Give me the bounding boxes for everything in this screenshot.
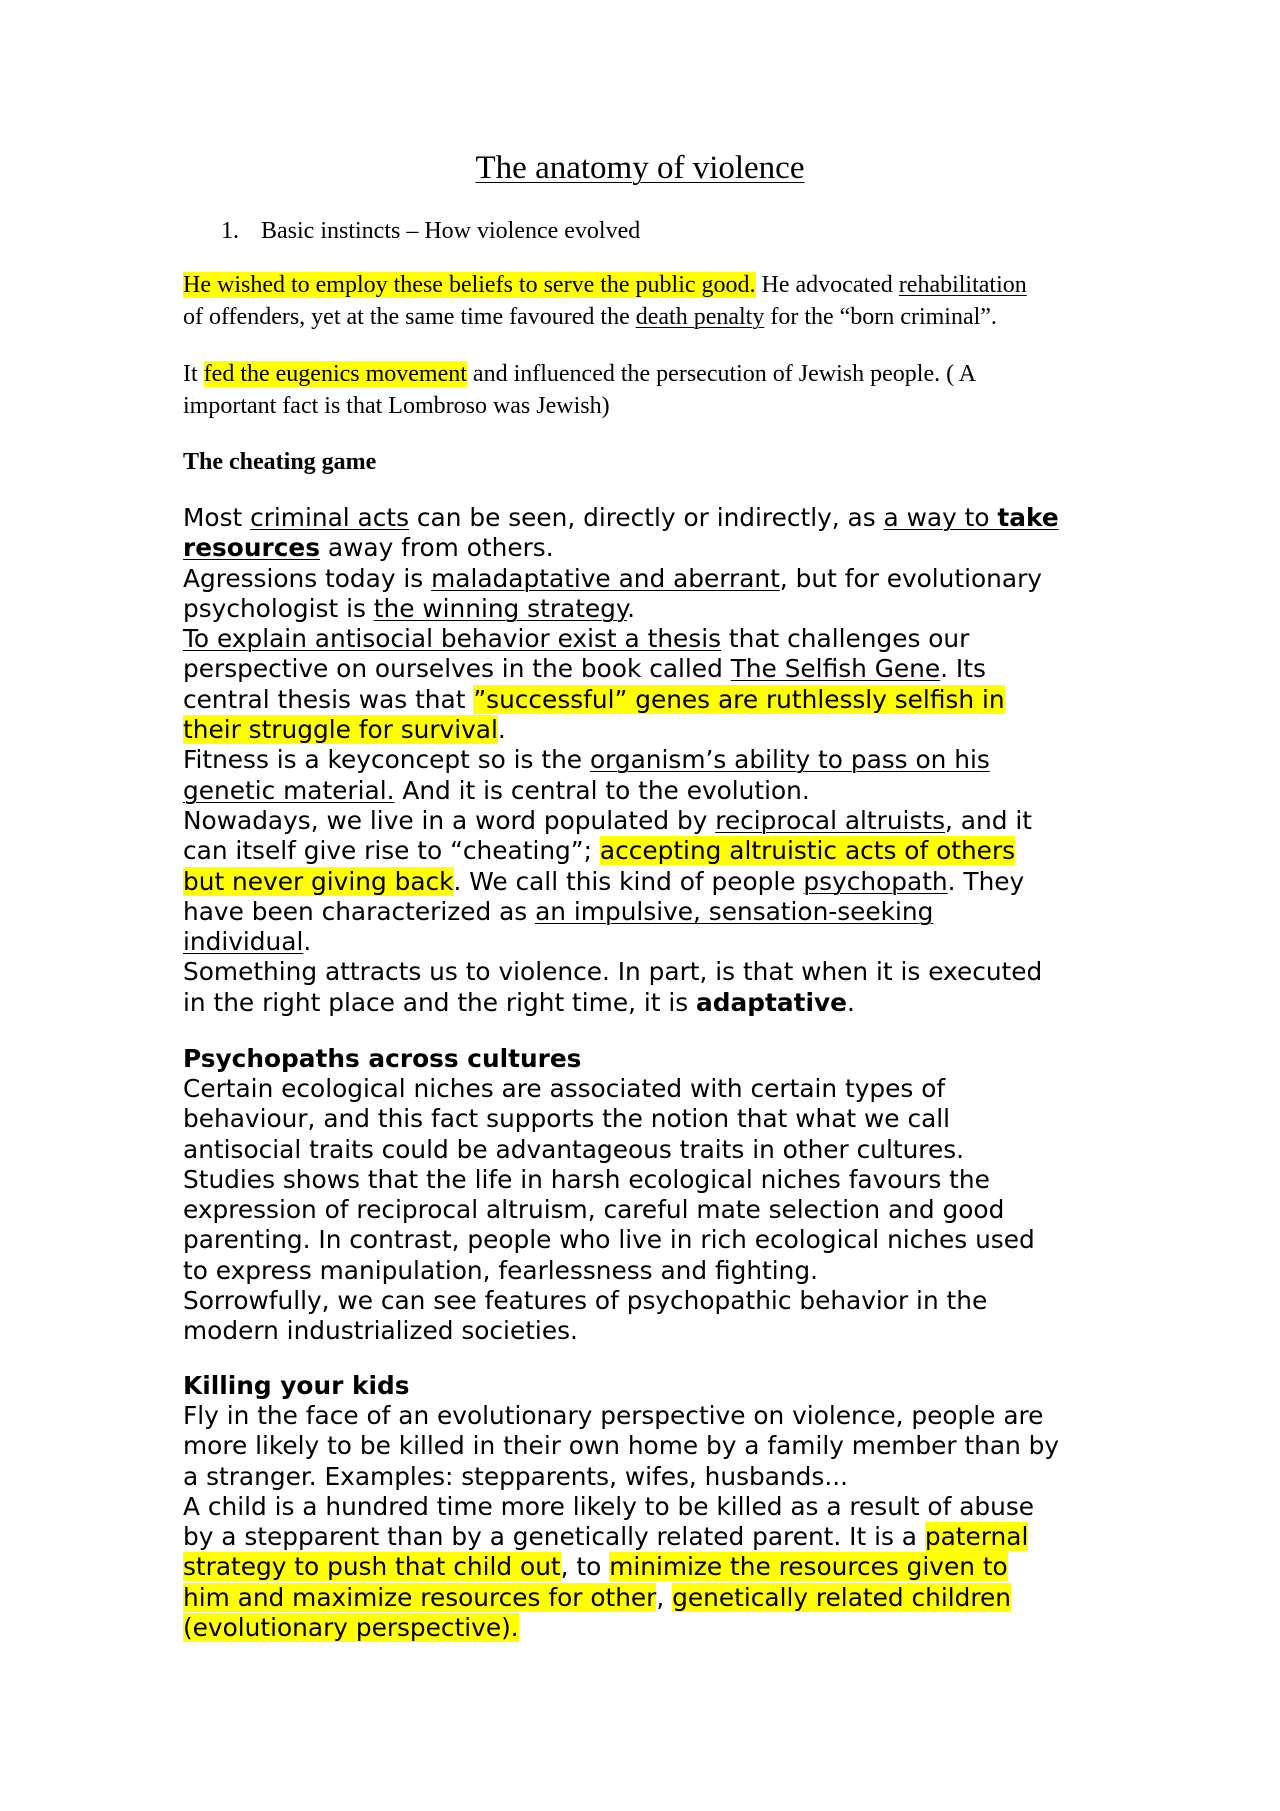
text-line: more likely to be killed in their own home by a family member than by: [183, 1431, 1060, 1461]
underlined-text: psychopath: [803, 866, 948, 896]
text-span: and influenced the persecution of Jewish people. ( A: [466, 361, 977, 387]
highlighted-text: (evolutionary perspective).: [183, 1613, 519, 1643]
text-span: Agressions today is: [183, 563, 432, 593]
text-span: And it is central to the evolution.: [394, 775, 810, 805]
text-line: [183, 564, 1103, 594]
list-item: [221, 216, 640, 246]
text-line: [183, 533, 1103, 563]
text-line: [183, 1583, 1103, 1613]
highlighted-text: their struggle for survival: [183, 715, 498, 745]
text-line: Sorrowfully, we can see features of psychopathic behavior in the: [183, 1286, 988, 1316]
text-line: Studies shows that the life in harsh ecological niches favours the: [183, 1164, 990, 1194]
text-line: [183, 654, 1103, 684]
text-line: [183, 503, 1103, 533]
text-span: of offenders, yet at the same time favoured the: [183, 304, 630, 330]
text-line: [183, 806, 1103, 836]
document-title: The anatomy of violence: [475, 150, 805, 186]
text-line: [183, 1522, 1103, 1552]
text-span: by a stepparent than by a genetically related parent. It is a: [183, 1522, 925, 1552]
section-heading-cheating-game: The cheating game: [183, 449, 377, 475]
text-line: behaviour, and this fact supports the notion that what we call: [183, 1104, 951, 1134]
text-line: [183, 594, 1103, 624]
text-span: central thesis was that: [183, 684, 474, 714]
underlined-text: an impulsive, sensation-seeking: [535, 896, 934, 926]
text-span: can itself give rise to “cheating”;: [183, 836, 600, 866]
text-line: antisocial traits could be advantageous traits in other cultures.: [183, 1134, 965, 1164]
underlined-text: The Selfish Gene: [730, 654, 941, 684]
underlined-text: reciprocal altruists: [715, 805, 946, 835]
text-line: [183, 715, 1103, 745]
highlighted-text: minimize the resources given to: [609, 1552, 1008, 1582]
section-body-cheating-game: [183, 503, 1103, 1018]
text-line: [183, 1552, 1103, 1582]
highlighted-text: fed the eugenics movement: [203, 361, 467, 387]
text-span: . They: [947, 866, 1025, 896]
text-span: can be seen, directly or indirectly, as: [409, 503, 884, 532]
text-line: [183, 624, 1103, 654]
text-span: perspective on ourselves in the book called: [183, 654, 731, 684]
text-span: , to: [560, 1552, 610, 1582]
section-heading-killing-your-kids: Killing your kids: [183, 1371, 410, 1400]
list-item-number: 1.: [221, 218, 239, 244]
underlined-bold-text: take: [997, 503, 1059, 532]
underlined-text: the winning strategy: [373, 593, 628, 623]
text-span: , but for evolutionary: [779, 563, 1042, 593]
highlighted-text: but never giving back: [183, 866, 454, 896]
highlighted-text: He wished to employ these beliefs to serve the public good.: [183, 272, 756, 298]
text-span: psychologist is: [183, 593, 374, 623]
text-span: . We call this kind of people: [453, 866, 804, 896]
underlined-text: maladaptative and aberrant: [431, 563, 780, 593]
text-line: a stranger. Examples: stepparents, wifes, husbands...: [183, 1461, 848, 1491]
text-line: [183, 301, 1103, 333]
text-span: Nowadays, we live in a word populated by: [183, 805, 716, 835]
text-line: Something attracts us to violence. In part, is that when it is executed: [183, 957, 1043, 987]
text-span: He advocated: [755, 272, 899, 298]
text-line: [183, 927, 1103, 957]
text-line: [183, 897, 1103, 927]
text-line: to express manipulation, fearlessness and fighting.: [183, 1255, 819, 1285]
paragraph-eugenics: [183, 358, 1103, 422]
highlighted-text: ”successful” genes are ruthlessly selfish in: [473, 684, 1005, 714]
text-span: .: [497, 715, 506, 745]
text-line: [183, 867, 1103, 897]
underlined-text: To explain antisocial behavior exist a thesis: [183, 624, 722, 654]
text-line: parenting. In contrast, people who live in rich ecological niches used: [183, 1225, 1035, 1255]
underlined-bold-text: resources: [183, 533, 321, 563]
section-heading-psychopaths-across-cultures: Psychopaths across cultures: [183, 1044, 582, 1073]
text-line: A child is a hundred time more likely to be killed as a result of abuse: [183, 1491, 1035, 1521]
text-span: that challenges our: [721, 624, 970, 654]
underlined-text: a way to: [883, 503, 998, 532]
text-span: for the “born criminal”.: [764, 304, 997, 330]
text-line: Fly in the face of an evolutionary perspective on violence, people are: [183, 1401, 1044, 1430]
highlighted-text: paternal: [924, 1522, 1029, 1552]
highlighted-text: strategy to push that child out: [183, 1552, 561, 1582]
underlined-text: genetic material.: [183, 775, 395, 805]
text-line: important fact is that Lombroso was Jewish): [183, 393, 610, 419]
highlighted-text: accepting altruistic acts of others: [599, 836, 1016, 866]
underlined-text: organism’s ability to pass on his: [589, 745, 990, 775]
text-span: Fitness is a keyconcept so is the: [183, 745, 590, 775]
text-line: [183, 358, 1103, 390]
text-line: [183, 269, 1103, 301]
text-span: .: [303, 927, 312, 957]
list-item-text: Basic instincts – How violence evolved: [261, 218, 641, 244]
text-span: ,: [656, 1582, 673, 1612]
text-line: Certain ecological niches are associated with certain types of: [183, 1074, 946, 1103]
bold-text: adaptative: [696, 987, 847, 1017]
text-line: [183, 988, 1103, 1018]
section-body-psychopaths-across-cultures: [183, 1074, 1103, 1347]
text-span: .: [846, 987, 855, 1017]
text-span: . Its: [940, 654, 986, 684]
text-line: [183, 745, 1103, 775]
underlined-text: individual: [183, 927, 304, 957]
text-line: [183, 685, 1103, 715]
text-span: It: [183, 361, 204, 387]
text-line: [183, 776, 1103, 806]
text-line: [183, 1613, 1103, 1643]
section-body-killing-your-kids: [183, 1401, 1103, 1643]
underlined-text: rehabilitation: [898, 272, 1027, 298]
text-line: modern industrialized societies.: [183, 1316, 578, 1346]
text-span: in the right place and the right time, it is: [183, 987, 697, 1017]
underlined-text: criminal acts: [250, 503, 410, 532]
highlighted-text: genetically related children: [672, 1582, 1011, 1612]
text-span: .: [627, 593, 635, 623]
text-span: away from others.: [320, 533, 554, 563]
text-span: , and it: [945, 805, 1032, 835]
text-line: [183, 836, 1103, 866]
text-span: have been characterized as: [183, 896, 536, 926]
text-span: Most: [183, 503, 251, 532]
paragraph-lombroso-beliefs: [183, 269, 1103, 333]
underlined-text: death penalty: [635, 304, 765, 330]
highlighted-text: him and maximize resources for other: [183, 1582, 657, 1612]
text-line: expression of reciprocal altruism, careful mate selection and good: [183, 1195, 1005, 1225]
